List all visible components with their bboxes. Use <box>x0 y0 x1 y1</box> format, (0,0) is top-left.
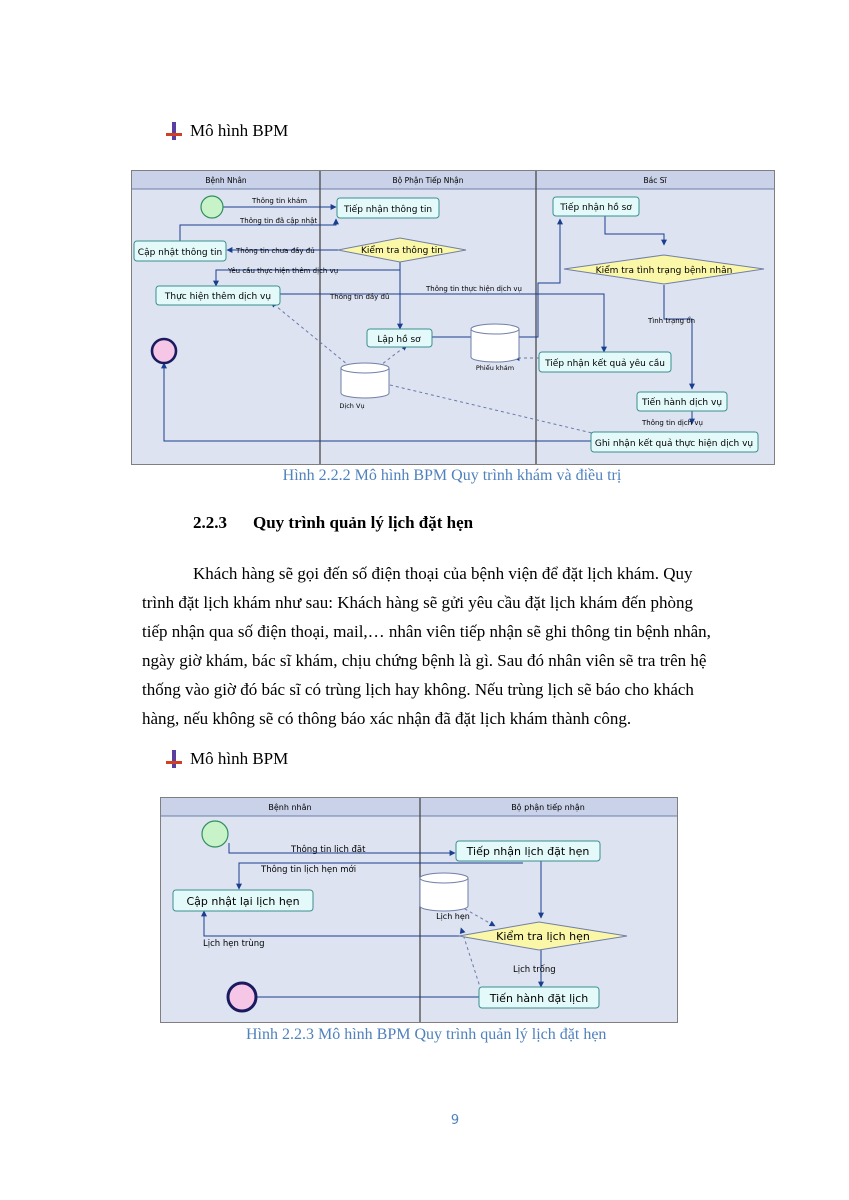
bullet-label: Mô hình BPM <box>190 749 289 768</box>
section-number: 2.2.3 <box>193 513 227 532</box>
svg-text:Tiến hành dịch vụ: Tiến hành dịch vụ <box>641 398 723 408</box>
flow-thong-tin-kham: Thông tin khám <box>252 197 308 205</box>
paragraph-line: tiếp nhận qua số điện thoại, mail,… nhân viên tiếp nhận sẽ ghi thông tin bệnh nhân, <box>142 622 711 641</box>
svg-text:Dịch Vụ: Dịch Vụ <box>339 402 365 410</box>
task-tien-hanh-dat-lich <box>479 987 599 1008</box>
bullet-heading-1 <box>166 121 288 141</box>
task-cap-nhat-lai-lich-hen <box>173 890 313 911</box>
flow-yeu-cau-them-dich-vu: Yêu cầu thực hiện thêm dịch vụ <box>228 267 339 275</box>
flow-thong-tin-lich-hen-moi: Thông tin lịch hẹn mới <box>261 865 357 875</box>
lane-bac-si: Bác Sĩ <box>643 176 667 185</box>
lane-bo-phan-tiep-nhan-2: Bộ phận tiếp nhận <box>511 803 585 812</box>
datastore-dich-vu <box>339 363 389 410</box>
bpm-diagram-lich-dat-hen <box>160 797 678 1023</box>
task-tiep-nhan-thong-tin <box>337 198 439 218</box>
gateway-kiem-tra-lich-hen <box>459 922 627 950</box>
paragraph-line: trình đặt lịch khám như sau: Khách hàng sẽ gửi yêu cầu đặt lịch khám đến phòng <box>142 593 693 612</box>
svg-text:Phiếu khám: Phiếu khám <box>475 364 515 372</box>
flow-thong-tin-lich-dat: Thông tin lịch đặt <box>291 845 366 855</box>
figure-2-caption: Hình 2.2.3 Mô hình BPM Quy trình quản lý lịch đặt hẹn <box>246 1026 607 1043</box>
start-event-icon <box>201 196 223 218</box>
svg-text:Tiếp nhận hồ sơ: Tiếp nhận hồ sơ <box>560 203 632 213</box>
start-event-icon <box>202 821 228 847</box>
flow-thong-tin-chua-day-du: Thông tin chưa đầy đủ <box>236 247 315 255</box>
svg-text:Ghi nhận kết quả thực hiện dịc: Ghi nhận kết quả thực hiện dịch vụ <box>594 439 754 449</box>
paragraph-line: ngày giờ khám, bác sĩ khám, chịu chứng bệnh là gì. Sau đó nhân viên sẽ tra trên hệ <box>142 651 707 670</box>
end-event-icon <box>152 339 176 363</box>
bullet-label: Mô hình BPM <box>190 121 289 140</box>
svg-text:Tiến hành đặt lịch: Tiến hành đặt lịch <box>489 992 589 1005</box>
end-event-icon <box>228 983 256 1011</box>
paragraph-line: Khách hàng sẽ gọi đến số điện thoại của bệnh viện để đặt lịch khám. Quy <box>193 564 693 583</box>
task-ghi-nhan-ket-qua <box>591 432 758 452</box>
task-tiep-nhan-ket-qua <box>539 352 671 372</box>
task-cap-nhat-thong-tin <box>134 241 226 261</box>
figure-1-caption: Hình 2.2.2 Mô hình BPM Quy trình khám và điều trị <box>282 467 622 484</box>
svg-text:Lập hồ sơ: Lập hồ sơ <box>377 335 421 345</box>
svg-text:Tiếp nhận thông tin: Tiếp nhận thông tin <box>343 205 433 215</box>
flow-thong-tin-thuc-hien-dich-vu: Thông tin thực hiện dịch vụ <box>426 285 522 293</box>
flow-lich-trong: Lịch trống <box>513 965 556 975</box>
section-paragraph <box>142 559 770 733</box>
svg-text:Tiếp nhận kết quả yêu cầu: Tiếp nhận kết quả yêu cầu <box>545 359 665 369</box>
lane-benh-nhan: Bệnh Nhân <box>205 176 247 185</box>
lane-benh-nhan-2: Bệnh nhân <box>268 803 312 812</box>
arrow-bullet-icon <box>166 750 182 768</box>
svg-text:Tiếp nhận lịch đặt hẹn: Tiếp nhận lịch đặt hẹn <box>466 845 590 858</box>
task-tiep-nhan-lich-dat-hen <box>456 841 600 861</box>
arrow-bullet-icon <box>166 122 182 140</box>
svg-text:Kiểm tra lịch hẹn: Kiểm tra lịch hẹn <box>496 930 590 943</box>
datastore-phieu-kham <box>471 324 519 372</box>
gateway-kiem-tra-tinh-trang <box>564 255 764 284</box>
section-title: Quy trình quản lý lịch đặt hẹn <box>253 513 474 532</box>
flow-tinh-trang-on: Tình trạng ổn <box>648 317 696 325</box>
svg-text:Thực hiện thêm dịch vụ: Thực hiện thêm dịch vụ <box>164 292 272 302</box>
paragraph-line: thống vào giờ đó bác sĩ có trùng lịch hay không. Nếu trùng lịch sẽ báo cho khách <box>142 680 694 699</box>
paragraph-line: hàng, nếu không sẽ có thông báo xác nhận đã đặt lịch khám thành công. <box>142 709 632 728</box>
lane-bo-phan-tiep-nhan: Bộ Phận Tiếp Nhận <box>392 176 464 185</box>
svg-text:Cập nhật thông tin: Cập nhật thông tin <box>137 248 223 258</box>
gateway-kiem-tra-thong-tin <box>338 238 466 262</box>
task-tien-hanh-dich-vu <box>637 392 727 411</box>
bpm-diagram-kham-dieu-tri <box>131 170 775 465</box>
flow-thong-tin-da-cap-nhat: Thông tin đã cập nhật <box>240 217 318 225</box>
flow-lich-hen-trung: Lịch hẹn trùng <box>203 939 265 949</box>
svg-text:Kiểm tra thông tin: Kiểm tra thông tin <box>361 246 443 256</box>
section-heading <box>193 513 473 533</box>
page-number: 9 <box>450 1113 460 1128</box>
task-lap-ho-so <box>367 329 432 347</box>
svg-text:Cập nhật lại lịch hẹn: Cập nhật lại lịch hẹn <box>186 895 300 908</box>
flow-thong-tin-day-du: Thông tin đầy đủ <box>330 293 390 301</box>
svg-text:Lịch hẹn: Lịch hẹn <box>436 912 470 921</box>
svg-text:Kiểm tra tình trạng bệnh nhân: Kiểm tra tình trạng bệnh nhân <box>595 266 733 276</box>
task-thuc-hien-them-dich-vu <box>156 286 280 305</box>
datastore-lich-hen <box>420 873 470 922</box>
flow-thong-tin-dich-vu: Thông tin dịch vụ <box>642 419 703 427</box>
task-tiep-nhan-ho-so <box>553 197 639 216</box>
bullet-heading-2 <box>166 749 288 769</box>
